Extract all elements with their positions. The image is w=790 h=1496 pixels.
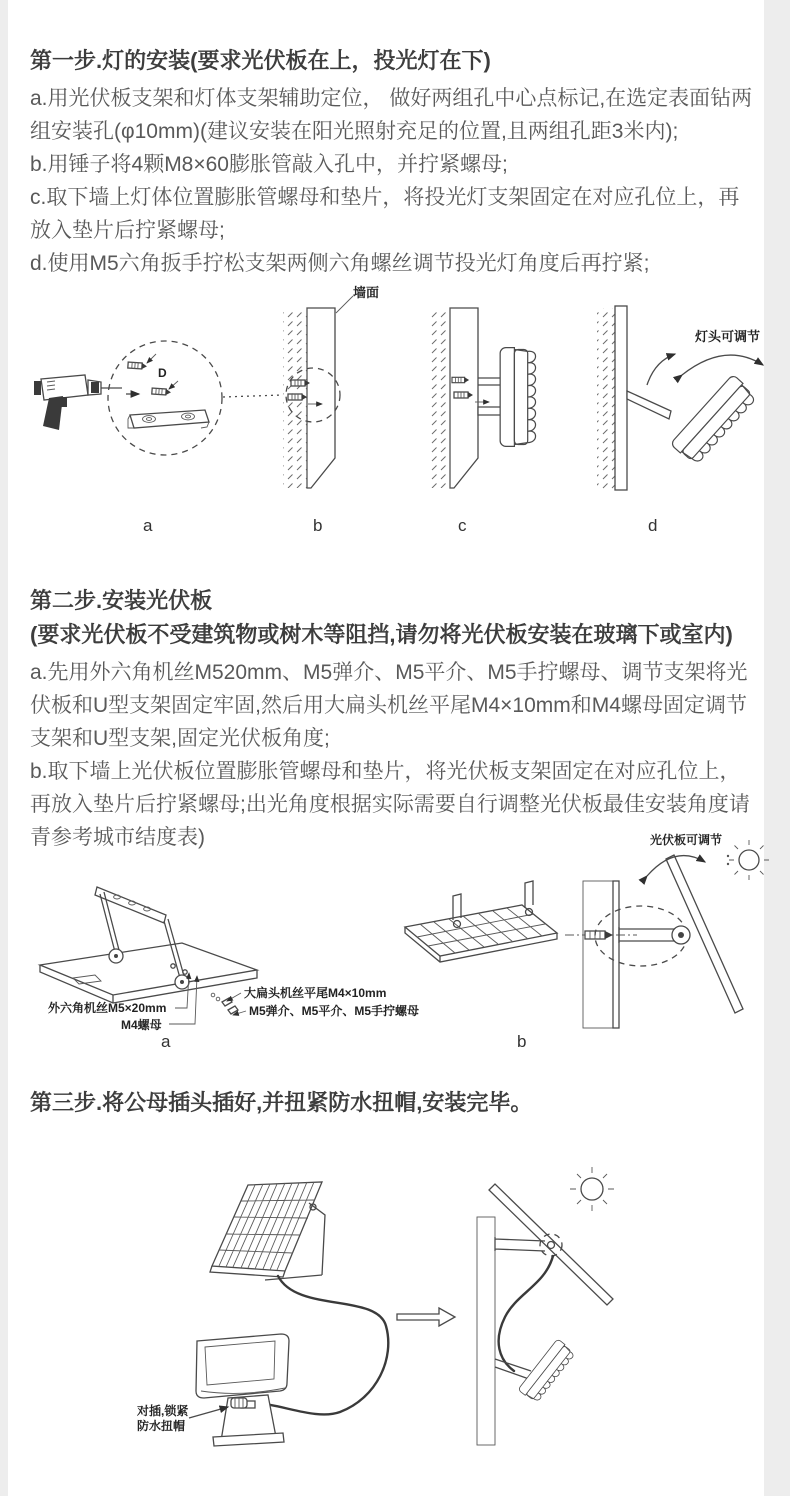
arrow-right-icon bbox=[397, 1308, 455, 1326]
leader-flat-screw bbox=[227, 993, 241, 1001]
adjust-arrow bbox=[682, 355, 763, 375]
floodlight-front-icon bbox=[196, 1334, 289, 1446]
step2-item-b: b.取下墙上光伏板位置膨胀管螺母和垫片，将光伏板支架固定在对应孔位上，再放入垫片后拧紧螺母;出光角度根据实际需要自行调整光伏板最佳安装角度请青参考城市结度表) bbox=[30, 760, 750, 849]
washers-label: M5弹介、M5平介、M5手拧螺母 bbox=[249, 1004, 420, 1018]
step3-heading: 第三步.将公母插头插好,并扭紧防水扭帽,安装完毕。 bbox=[30, 1090, 533, 1115]
panel-adjust-label: 光伏板可调节 bbox=[650, 833, 723, 847]
drill-icon bbox=[34, 375, 122, 430]
fig2-sublabel-a: a bbox=[161, 1032, 171, 1051]
bracket-bar bbox=[128, 410, 209, 428]
wall-diagram-b bbox=[283, 285, 379, 488]
wall-diagram-c bbox=[428, 308, 536, 488]
connector-leader-arrow bbox=[189, 1407, 228, 1418]
flat-screw-label: 大扁头机丝平尾M4×10mm bbox=[244, 986, 387, 1000]
fig1-sublabel-a: a bbox=[143, 516, 153, 535]
waterproof-connector-icon bbox=[231, 1398, 247, 1408]
step2-heading-block bbox=[30, 584, 756, 652]
screw-parts-icon bbox=[211, 993, 238, 1014]
rotate-arrow-small bbox=[647, 354, 675, 385]
fig1-sublabel-d: d bbox=[648, 516, 658, 535]
wall-diagram-d bbox=[597, 306, 763, 490]
wall-mount-diagram-b bbox=[565, 832, 769, 1028]
connector-label-line2: 防水扭帽 bbox=[137, 1419, 186, 1433]
drill-detail-circle bbox=[108, 341, 222, 455]
fig1-sublabel-c: c bbox=[458, 516, 467, 535]
hex-screw-label: 外六角机丝M5×20mm bbox=[48, 1001, 167, 1015]
step1-item-c: c.取下墙上灯体位置膨胀管螺母和垫片，将投光灯支架固定在对应孔位上，再放入垫片后拧紧螺母; bbox=[30, 186, 740, 242]
step2-item-a: a.先用外六角机丝M520mm、M5弹介、M5平介、M5手拧螺母、调节支架将光伏板和U型支架固定牢固,然后用大扁头机丝平尾M4×10mm和M4螺母固定调节支架和U型支架,固定光伏板角度; bbox=[30, 661, 748, 750]
figure-step3 bbox=[25, 1145, 765, 1485]
floodlight-tilted-icon bbox=[670, 374, 758, 466]
sun-icon bbox=[727, 840, 769, 880]
hole-diameter-label: D bbox=[158, 366, 167, 380]
installed-system-diagram bbox=[477, 1167, 614, 1445]
step1-heading: 第一步.灯的安装(要求光伏板在上，投光灯在下) bbox=[30, 48, 491, 73]
step1-item-d: d.使用M5六角扳手拧松支架两侧六角螺丝调节投光灯角度后再拧紧; bbox=[30, 252, 650, 275]
step2-subheading: (要求光伏板不受建筑物或树木等阻挡,请勿将光伏板安装在玻璃下或室内) bbox=[30, 622, 733, 647]
sun-icon-2 bbox=[570, 1167, 614, 1211]
detail-link-line bbox=[223, 395, 283, 397]
fig1-sublabel-b: b bbox=[313, 516, 323, 535]
m4-nut-label: M4螺母 bbox=[121, 1018, 162, 1032]
step2-heading: 第二步.安装光伏板 bbox=[30, 588, 213, 613]
step2-instructions bbox=[30, 656, 756, 854]
solar-panel-bracket-diagram bbox=[40, 887, 419, 1032]
step1-instructions bbox=[30, 82, 756, 280]
floodlight-side-icon bbox=[500, 348, 535, 447]
fig2-sublabel-b: b bbox=[517, 1032, 527, 1051]
lamp-adjust-label: 灯头可调节 bbox=[695, 329, 761, 344]
mounted-floodlight-icon bbox=[518, 1339, 576, 1404]
wall-label: 墙面 bbox=[353, 285, 380, 300]
step1-item-a: a.用光伏板支架和灯体支架辅助定位， 做好两组孔中心点标记,在选定表面钻两组安装孔(φ10mm)(建议安装在阳光照射充足的位置,且两组孔距3米内); bbox=[30, 87, 753, 143]
step1-item-b: b.用锤子将4颗M8×60膨胀管敲入孔中，并拧紧螺母; bbox=[30, 153, 508, 176]
connector-label-line1: 对插,锁紧 bbox=[137, 1404, 189, 1418]
figure-step1 bbox=[25, 283, 765, 539]
solar-panel-grid-icon bbox=[405, 881, 557, 962]
figure-step2 bbox=[25, 832, 765, 1060]
solar-panel-icon bbox=[210, 1182, 325, 1280]
